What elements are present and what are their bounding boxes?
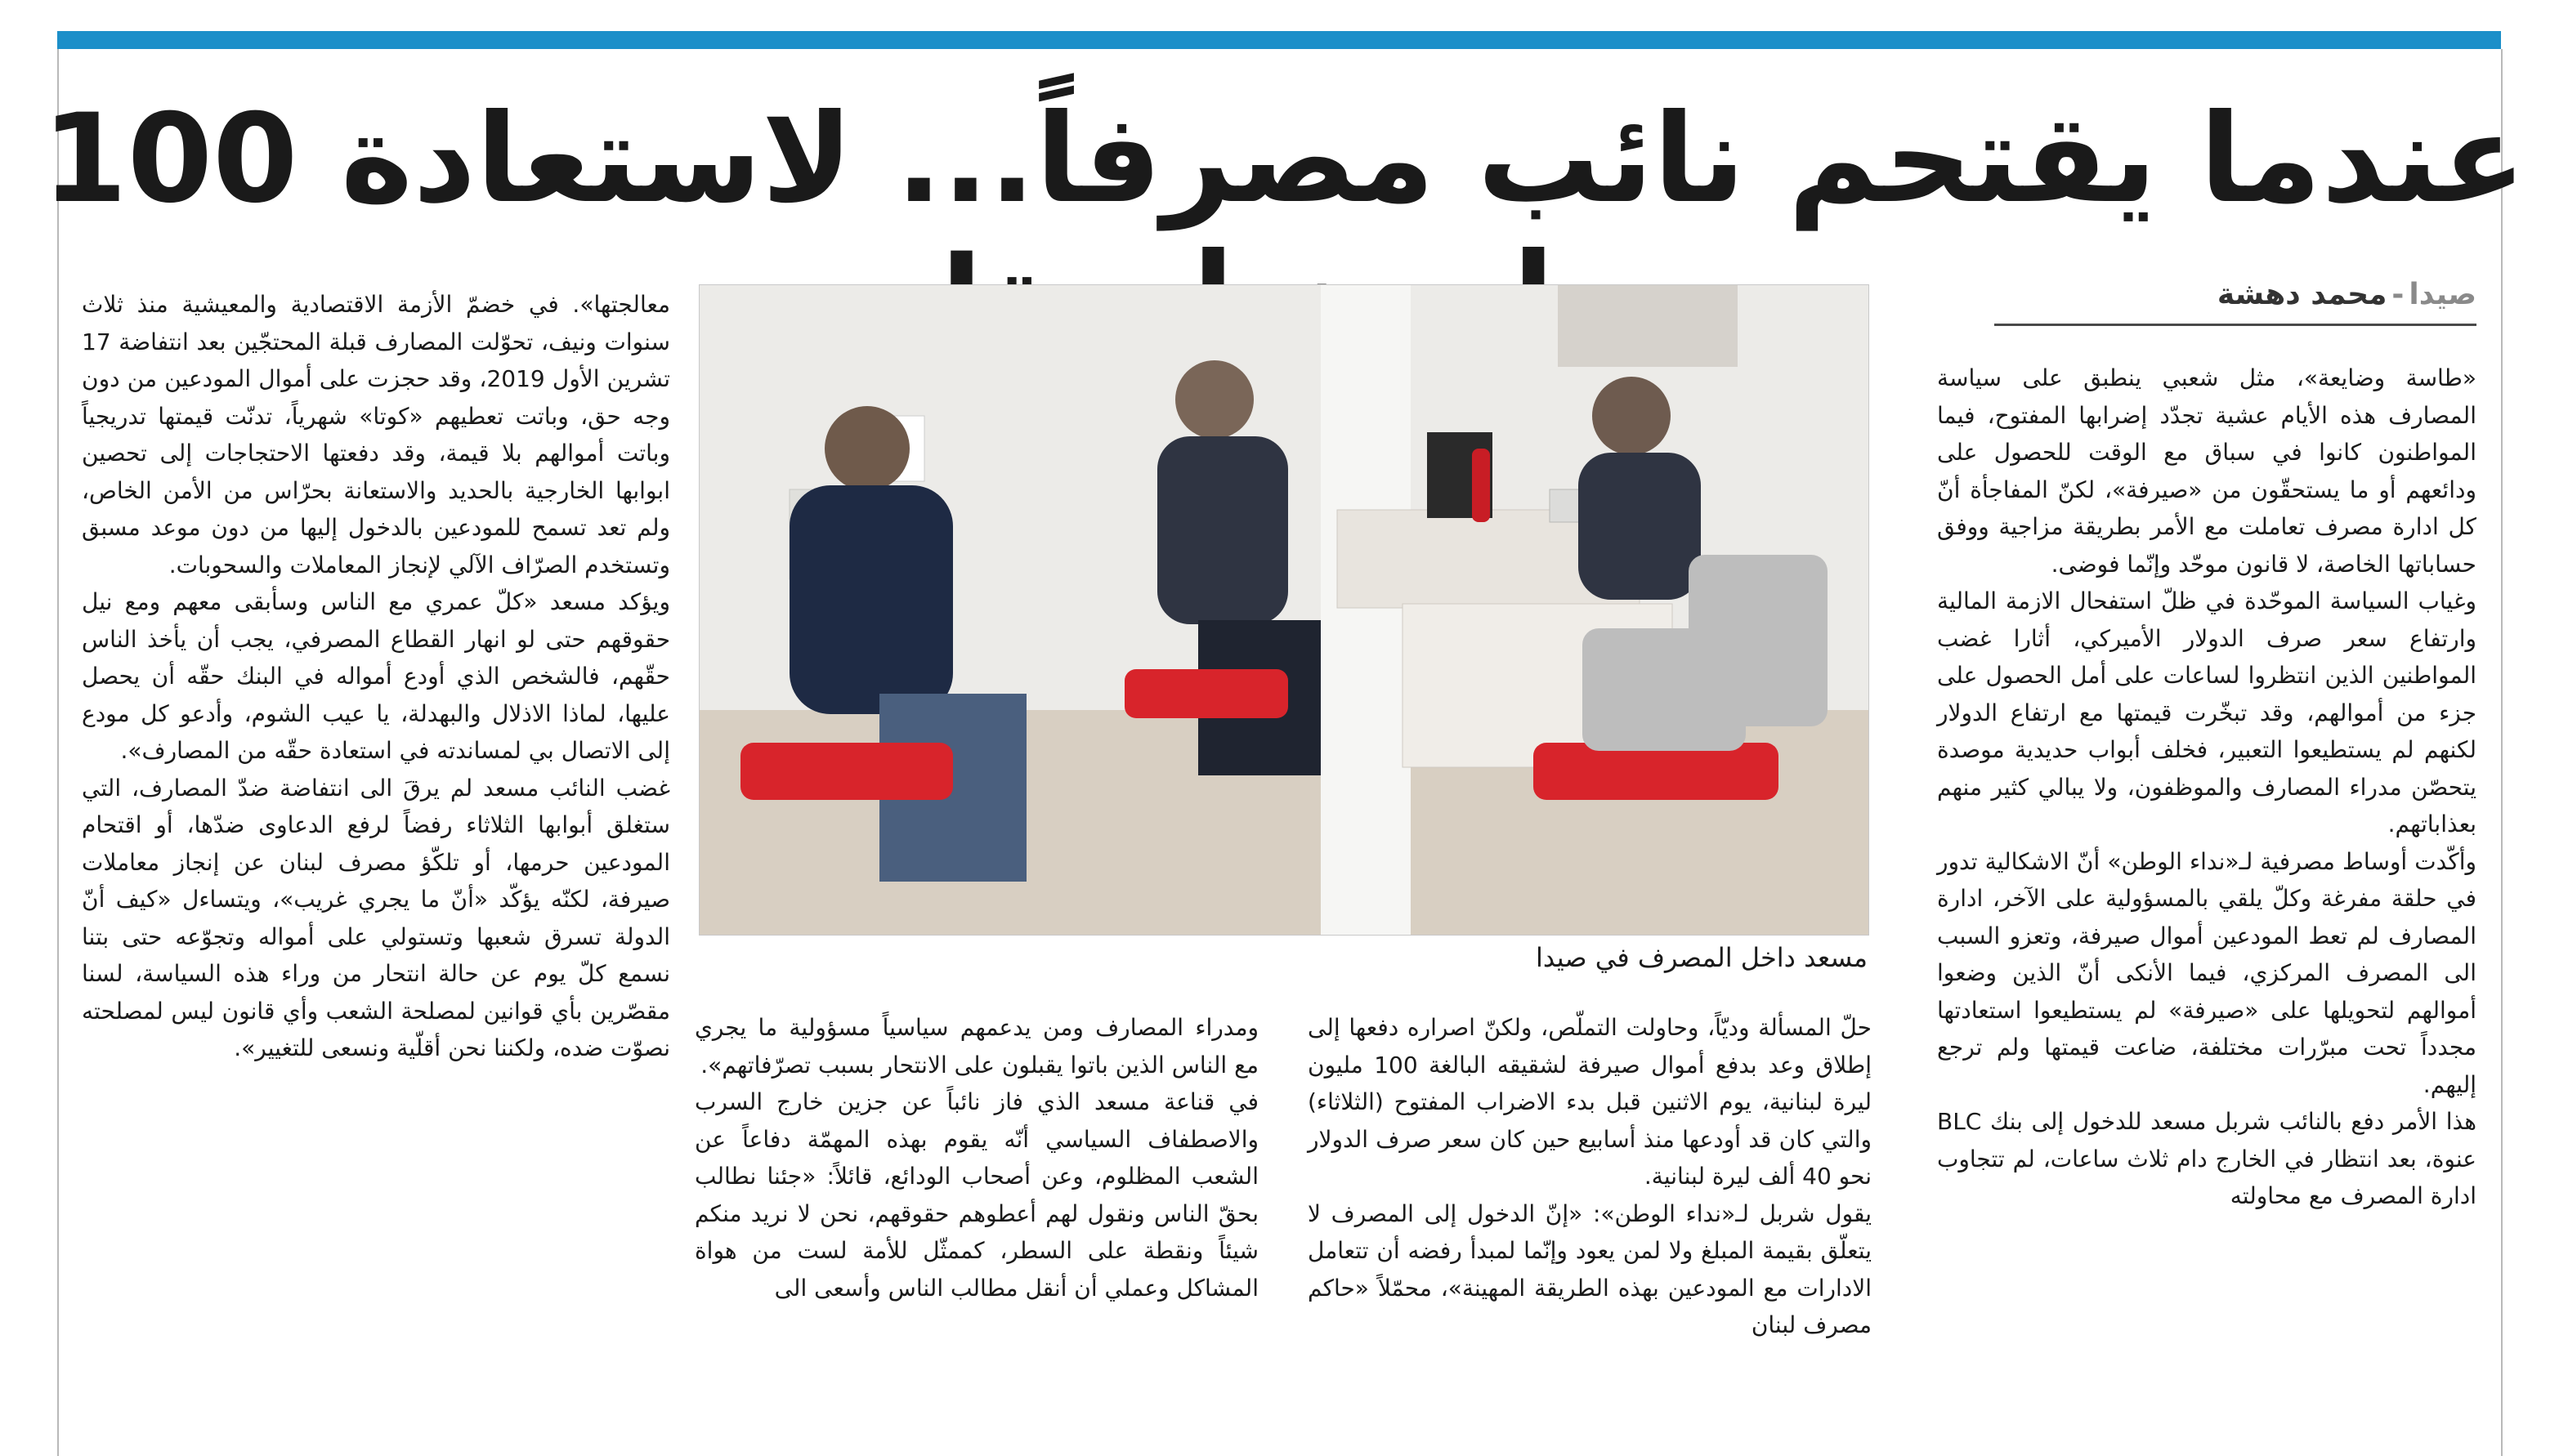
red-bottle: [1472, 449, 1490, 522]
photo-caption: مسعد داخل المصرف في صيدا: [1536, 942, 1868, 973]
paragraph: «طاسة وضايعة»، مثل شعبي ينطبق على سياسة المصارف هذه الأيام عشية تجدّد إضرابها المفتوح، فيما المواطنون كانوا في سباق مع الوقت للحصول على ودائعهم أو ما يستحقّون من «صيرفة»، لكنّ المفاجأة أنّ كل ادارة مصرف تعاملت مع الأمر بطريقة مزاجية ووفق حساباتها الخاصة، لا قانون موحّد وإنّما فوضى.: [1937, 364, 2476, 578]
paragraph: في قناعة مسعد الذي فاز نائباً عن جزين خارج السرب والاصطفاف السياسي أنّه يقوم بهذه المهمّة دفاعاً عن الشعب المظلوم، وعن أصحاب الودائع، قائلاً: «جئنا نطالب بحقّ الناس ونقول لهم أعطوهم حقوقهم، نحن لا نريد منكم شيئاً ونقطة على السطر، كممثّل للأمة لست من هواة المشاكل وعملي أن أنقل مطالب الناس وأسعى الى: [695, 1088, 1259, 1302]
top-color-bar: [57, 31, 2501, 49]
paragraph: معالجتها». في خضمّ الأزمة الاقتصادية والمعيشية منذ ثلاث سنوات ونيف، تحوّلت المصارف قبلة المحتجّين بعد انتفاضة 17 تشرين الأول 2019، وقد حجزت على أموال المودعين من دون وجه حق، وباتت تعطيهم «كوتا» شهرياً، تدنّت قيمتها تدريجياً وباتت أموالهم بلا قيمة، وقد دفعتها الاحتجاجات إلى تحصين ابوابها الخارجية بالحديد والاستعانة بحرّاس من الأمن الخاص، ولم تعد تسمح للمودعين بالدخول إليها من دون موعد مسبق وتستخدم الصرّاف الآلي لإنجاز المعاملات والسحوبات.: [82, 291, 670, 578]
byline: [1994, 278, 2476, 326]
visitor-head: [1175, 360, 1254, 439]
empty-chair-seat: [1533, 743, 1778, 800]
article-column-4: [82, 286, 670, 1067]
paragraph: حلّ المسألة وديّاً، وحاولت التملّص، ولكنّ اصراره دفعها إلى إطلاق وعد بدفع أموال صيرفة لشقيقه البالغة 100 مليون ليرة لبنانية، يوم الاثنين قبل بدء الاضراب المفتوح (الثلاثاء) والتي كان قد أودعها منذ أسابيع حين كان سعر صرف الدولار نحو 40 ألف ليرة لبنانية.: [1308, 1014, 1872, 1190]
banker-suit: [1578, 453, 1701, 600]
second-visitor-vest: [790, 485, 953, 714]
visitor-jacket: [1157, 436, 1288, 624]
article-column-2: [1308, 1009, 1872, 1344]
paragraph: وغياب السياسة الموحّدة في ظلّ استفحال الازمة المالية وارتفاع سعر صرف الدولار الأميركي، أثارا غضب المواطنين الذين انتظروا لساعات على أمل الحصول على جزء من أموالهم، وقد تبخّرت قيمتها مع ارتفاع الدولار لكنهم لم يستطيعوا التعبير، فخلف أبواب حديدية موصدة يتحصّن مدراء المصارف والموظفون، ولا يبالي كثير منهم بعذاباتهم.: [1937, 587, 2476, 837]
paragraph: وأكّدت أوساط مصرفية لـ«نداء الوطن» أنّ الاشكالية تدور في حلقة مفرغة وكلّ يلقي بالمسؤولية على الآخر، ادارة المصارف لم تعط المودعين أموال صيرفة، وتعزو السبب الى المصرف المركزي، فيما الأنكى أنّ الذين وضعوا أموالهم لتحويلها على «صيرفة» لم يستطيعوا استعادتها مجدداً تحت مبرّرات مختلفة، ضاعت قيمتها ولم ترجع إليهم.: [1937, 847, 2476, 1098]
second-visitor-head: [825, 406, 910, 491]
byline-author: محمد دهشة: [2217, 278, 2387, 311]
photo-pillar: [1321, 285, 1411, 935]
article-column-3: [695, 1009, 1259, 1306]
paragraph: غضب النائب مسعد لم يرقَ الى انتفاضة ضدّ المصارف، التي ستغلق أبوابها الثلاثاء رفضاً لرفع الدعاوى ضدّها، أو اقتحام المودعين حرمها، أو تلكّؤ مصرف لبنان عن إنجاز معاملات صيرفة، لكنّه يؤكّد «أنّ ما يجري غريب»، ويتساءل «كيف أنّ الدولة تسرق شعبها وتستولي على أمواله وتجوّعه حتى بتنا نسمع كلّ يوم عن حالة انتحار من وراء هذه السياسة، لسنا مقصّرين بأي قوانين لمصلحة الشعب وأي قانون ليس لمصلحته نصوّت ضده، ولكننا نحن أقلّية ونسعى للتغيير».: [82, 774, 670, 1061]
paragraph: يقول شربل لـ«نداء الوطن»: «إنّ الدخول إلى المصرف لا يتعلّق بقيمة المبلغ ولا لمن يعود وإنّما لمبدأ رفضه أن تتعامل الادارات مع المودعين بهذه الطريقة المهينة»، محمّلاً «حاكم مصرف لبنان: [1308, 1199, 1872, 1338]
paragraph: ومدراء المصارف ومن يدعمهم سياسياً مسؤولية ما يجري مع الناس الذين باتوا يقبلون على الانتحار بسبب تصرّفاتهم».: [695, 1014, 1259, 1079]
visitor-chair-seat: [1125, 669, 1288, 718]
article-photo: [699, 284, 1869, 936]
byline-separator: -: [2391, 278, 2405, 311]
window-glass: [1558, 285, 1738, 367]
paragraph: هذا الأمر دفع بالنائب شربل مسعد للدخول إلى بنك BLC عنوة، بعد انتظار في الخارج دام ثلاث ساعات، لم تتجاوب ادارة المصرف مع محاولته: [1937, 1108, 2476, 1209]
article-headline: عندما يقتحم نائب مصرفاً... لاستعادة 100: [42, 88, 2526, 230]
empty-chair-back: [1582, 628, 1746, 751]
bank-office-illustration: [700, 285, 1868, 935]
second-visitor-chair-seat: [740, 743, 953, 800]
byline-city: صيدا: [2409, 278, 2476, 311]
banker-head: [1592, 377, 1671, 455]
paragraph: ويؤكد مسعد «كلّ عمري مع الناس وسأبقى معهم ومع نيل حقوقهم حتى لو انهار القطاع المصرفي، يجب أن يأخذ الناس حقّهم، فالشخص الذي أودع أمواله في البنك حقّه أن يحصل عليها، لماذا الاذلال والبهدلة، يا عيب الشوم، وأدعو كل مودع إلى الاتصال بي لمساندته في استعادة حقّه من المصارف».: [82, 588, 670, 764]
article-column-1: [1937, 360, 2476, 1215]
